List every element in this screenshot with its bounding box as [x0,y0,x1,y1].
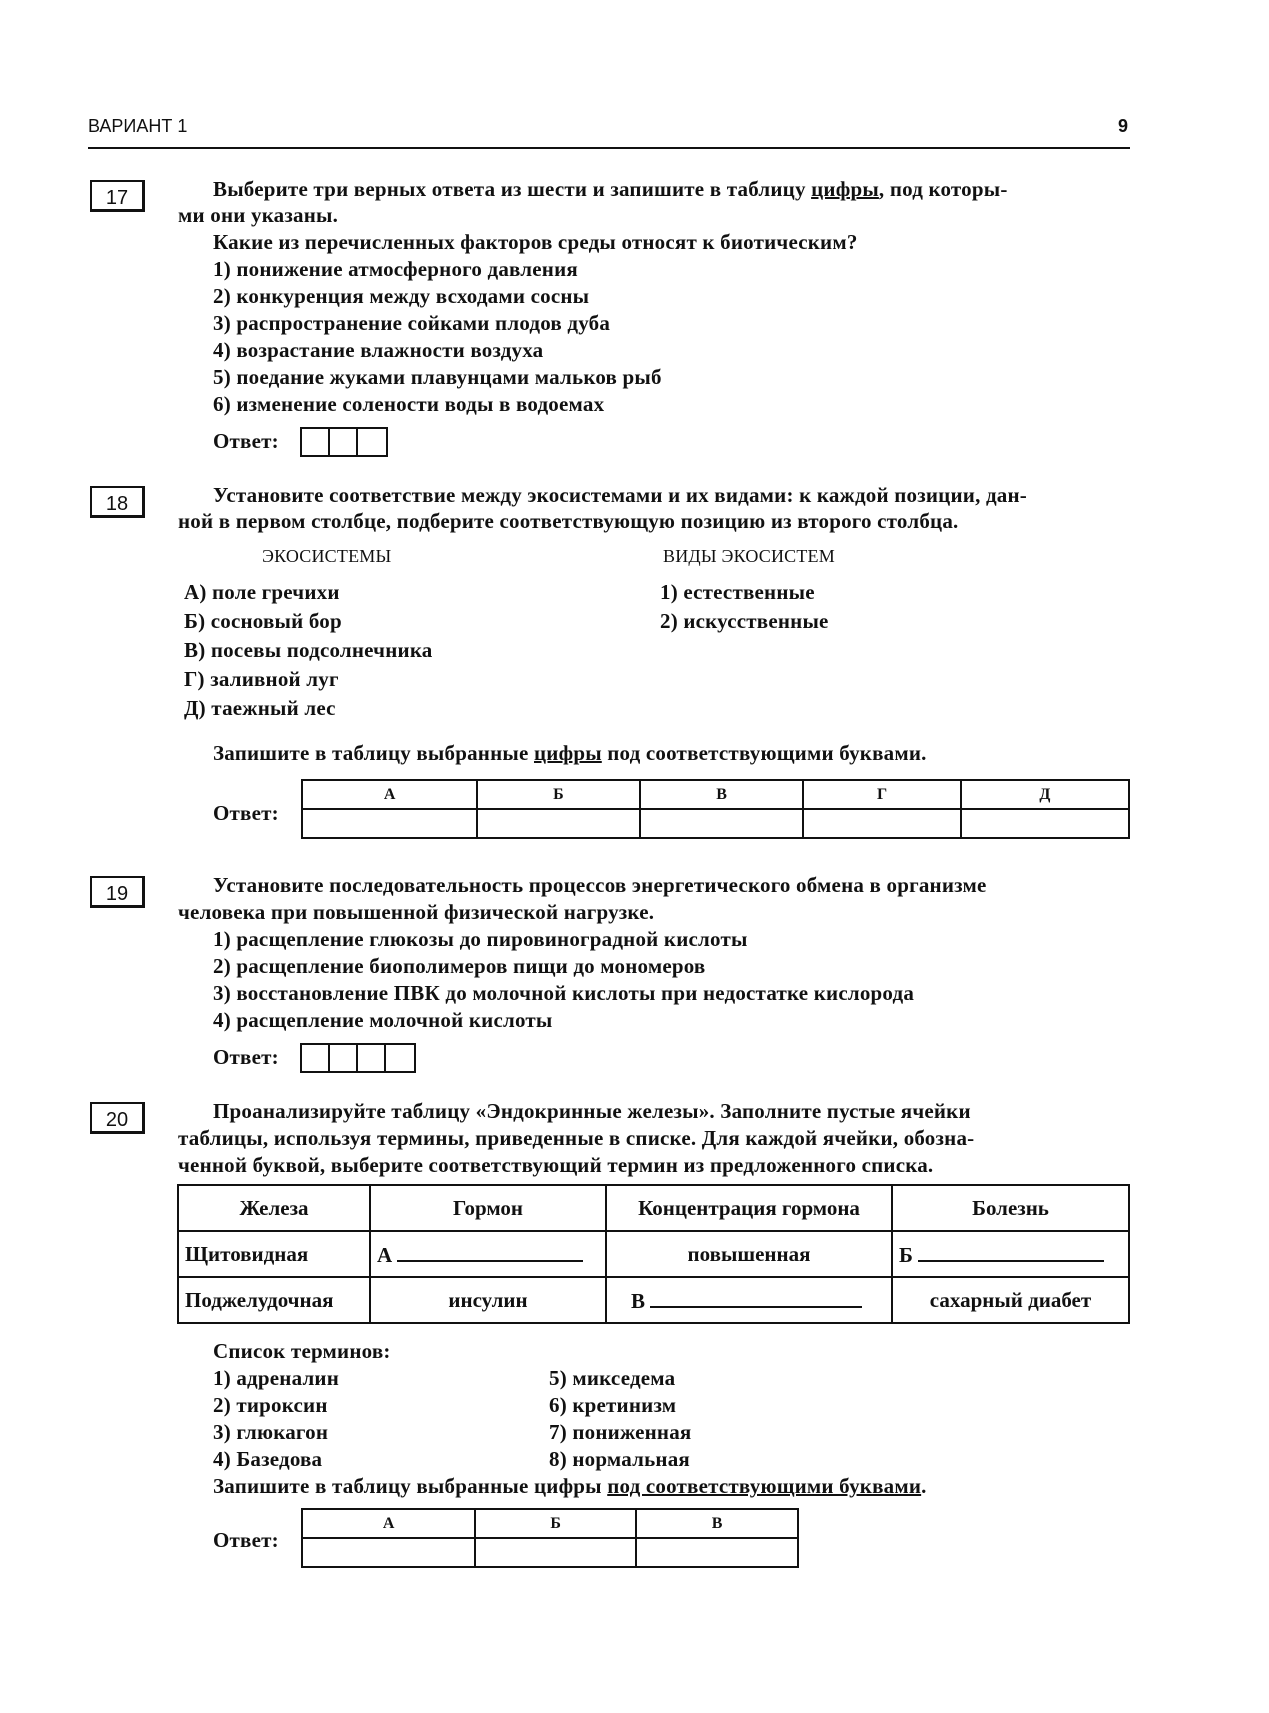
blank-letter: А [377,1243,393,1267]
answer-cell[interactable] [330,1045,358,1071]
answer-cell[interactable] [302,809,477,838]
table-header: Железа [178,1185,370,1231]
blank-letter: Б [899,1243,913,1267]
term-item: 2) тироксин [213,1393,328,1417]
table-header: Болезнь [892,1185,1129,1231]
q19-instruction-line1: Установите последовательность процессов энергетического обмена в организме [213,873,987,897]
question-number-20: 20 [90,1102,145,1134]
table-cell-blank-b[interactable] [892,1231,1129,1277]
term-item: 3) глюкагон [213,1420,329,1444]
q17-option: 1) понижение атмосферного давления [213,257,578,281]
q18-write-text-end: под соответствующими буквами. [601,741,927,765]
q17-option: 3) распространение сойками плодов дуба [213,311,611,335]
terms-title: Список терминов: [213,1339,391,1363]
answer-header-d: Д [961,780,1129,809]
q18-col2-item: 2) искусственные [660,609,829,633]
answer-cell[interactable] [358,429,386,455]
table-cell-gland: Поджелудочная [178,1277,370,1323]
question-number-19: 19 [90,876,145,908]
q18-write-instruction [213,740,927,767]
answer-cell[interactable] [477,809,639,838]
q18-col2-header: ВИДЫ ЭКОСИСТЕМ [663,546,835,566]
q17-instruction-line1 [213,176,1008,203]
q17-instruction-text-end: , под которы- [878,177,1008,201]
answer-header-b: Б [475,1509,636,1538]
blank-letter: В [631,1289,646,1313]
table-cell-gland: Щитовидная [178,1231,370,1277]
q18-col1-item: А) поле гречихи [184,580,340,604]
q17-option: 6) изменение солености воды в водоемах [213,392,605,416]
q20-write-instruction [213,1473,927,1500]
table-cell-hormone: инсулин [370,1277,606,1323]
q18-col1-header: ЭКОСИСТЕМЫ [262,546,392,566]
blank-line [397,1240,583,1262]
q19-option: 2) расщепление биополимеров пищи до мономеров [213,954,706,978]
table-cell-disease: сахарный диабет [892,1277,1129,1323]
question-number-18: 18 [90,486,145,518]
q17-instruction-line2: ми они указаны. [178,203,339,227]
q19-option: 4) расщепление молочной кислоты [213,1008,553,1032]
q18-col1-item: Б) сосновый бор [184,609,342,633]
q18-instruction-line1: Установите соответствие между экосистемами и их видами: к каждой позиции, дан- [213,483,1027,507]
q20-instruction-line3: ченной буквой, выберите соответствующий термин из предложенного списка. [178,1153,934,1177]
answer-cell[interactable] [475,1538,636,1567]
q20-write-emphasis: под соответствующими буквами [607,1474,922,1498]
term-item: 8) нормальная [549,1447,690,1471]
q17-question: Какие из перечисленных факторов среды относят к биотическим? [213,230,858,254]
answer-cell[interactable] [803,809,960,838]
q19-instruction-line2: человека при повышенной физической нагрузке. [178,900,655,924]
answer-cell[interactable] [302,429,330,455]
term-item: 4) Базедова [213,1447,323,1471]
q18-col2-item: 1) естественные [660,580,815,604]
q20-instruction-line1: Проанализируйте таблицу «Эндокринные железы». Заполните пустые ячейки [213,1099,971,1123]
term-item: 6) кретинизм [549,1393,677,1417]
variant-label: ВАРИАНТ 1 [88,116,188,136]
q18-answer-table [301,779,1130,839]
q18-col1-item: Г) заливной луг [184,667,339,691]
answer-cell[interactable] [640,809,804,838]
answer-cell[interactable] [386,1045,414,1071]
term-item: 5) микседема [549,1366,676,1390]
q17-instruction-text: Выберите три верных ответа из шести и запишите в таблицу [213,177,812,201]
q18-write-text: Запишите в таблицу выбранные [213,741,534,765]
endocrine-table [177,1184,1130,1324]
q18-write-emphasis: цифры [533,741,602,765]
answer-header-b: Б [477,780,639,809]
answer-cell[interactable] [636,1538,798,1567]
q17-option: 4) возрастание влажности воздуха [213,338,544,362]
blank-line [650,1286,862,1308]
q19-option: 1) расщепление глюкозы до пировиноградной кислоты [213,927,748,951]
page-number: 9 [1118,116,1129,136]
table-header: Концентрация гормона [606,1185,892,1231]
blank-line [918,1240,1104,1262]
answer-header-v: В [636,1509,798,1538]
q18-answer-label: Ответ: [213,801,279,825]
table-cell-blank-a[interactable] [370,1231,606,1277]
q17-option: 5) поедание жуками плавунцами мальков рыб [213,365,662,389]
q17-instruction-emphasis: цифры [811,177,879,201]
q19-answer-label: Ответ: [213,1045,279,1069]
table-header: Гормон [370,1185,606,1231]
q20-write-text-end: . [921,1474,927,1498]
answer-header-a: А [302,1509,475,1538]
q20-answer-table [301,1508,799,1568]
answer-header-a: А [302,780,477,809]
q17-answer-boxes[interactable] [300,427,388,457]
question-number-17: 17 [90,180,145,212]
table-cell-concentration: повышенная [606,1231,892,1277]
answer-cell[interactable] [961,809,1129,838]
q17-option: 2) конкуренция между всходами сосны [213,284,590,308]
q19-option: 3) восстановление ПВК до молочной кислоты при недостатке кислорода [213,981,915,1005]
answer-cell[interactable] [358,1045,386,1071]
q18-col1-item: Д) таежный лес [184,696,336,720]
term-item: 1) адреналин [213,1366,340,1390]
q17-answer-label: Ответ: [213,429,279,453]
q20-write-text: Запишите в таблицу выбранные цифры [213,1474,608,1498]
table-cell-blank-v[interactable] [606,1277,892,1323]
answer-cell[interactable] [330,429,358,455]
answer-header-g: Г [803,780,960,809]
term-item: 7) пониженная [549,1420,692,1444]
q18-instruction-line2: ной в первом столбце, подберите соответствующую позицию из второго столбца. [178,509,959,533]
answer-header-v: В [640,780,804,809]
q19-answer-boxes[interactable] [300,1043,416,1073]
answer-cell[interactable] [302,1538,475,1567]
q20-answer-label: Ответ: [213,1528,279,1552]
q18-col1-item: В) посевы подсолнечника [184,638,433,662]
q20-instruction-line2: таблицы, используя термины, приведенные в списке. Для каждой ячейки, обозна- [178,1126,975,1150]
header-rule [88,147,1130,149]
answer-cell[interactable] [302,1045,330,1071]
